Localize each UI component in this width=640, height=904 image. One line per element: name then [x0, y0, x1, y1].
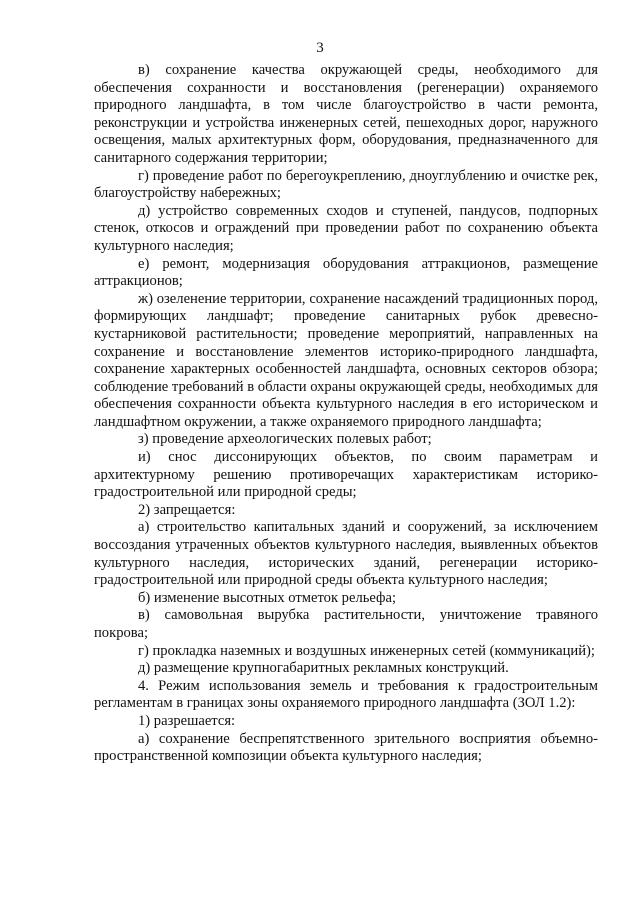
- paragraph-e-attractions: е) ремонт, модернизация оборудования аттракционов, размещение аттракционов;: [94, 255, 598, 290]
- paragraph-d-billboards: д) размещение крупногабаритных рекламных конструкций.: [138, 660, 509, 677]
- paragraph-zh-landscaping: ж) озеленение территории, сохранение насаждений традиционных пород, формирующих ландшафт; проведение санитарных рубок древесно-кустарниковой растительности; проведение мероприятий, направленных на сохранение и восстановление элементов историко-природного ландшафта, сохранение характерных особенностей ландшафта, основных секторов обзора; соблюдение требований в области охраны окружающей среды, необходимых для обеспечения сохранности объекта культурного наследия в его историческом и ландшафтном окружении, а также охраняемого природного ландшафта;: [94, 290, 599, 430]
- paragraph-v-felling: в) самовольная вырубка растительности, уничтожение травяного покрова;: [94, 607, 598, 641]
- paragraph-d-stairs-ramps: д) устройство современных сходов и ступеней, пандусов, подпорных стенок, откосов и ограждений при проведении работ по сохранению объекта культурного наследия;: [94, 202, 598, 254]
- paragraph-v-environment: в) сохранение качества окружающей среды, необходимого для обеспечения сохранности и восстановления (регенерации) охраняемого природного ландшафта, в том числе благоустройство в части ремонта, реконструкции и устройства инженерных сетей, пешеходных дорог, наружного освещения, малых архитектурных форм, оборудования, предназначенного для санитарного содержания территории;: [94, 62, 598, 166]
- page-number: 3: [316, 40, 324, 56]
- paragraph-prohibited-heading: 2) запрещается:: [138, 501, 236, 518]
- paragraph-a-visual-perception: а) сохранение беспрепятственного зрительного восприятия объемно-пространственной композиции объекта культурного наследия;: [94, 730, 598, 765]
- paragraph-b-relief: б) изменение высотных отметок рельефа;: [138, 589, 397, 606]
- paragraph-section-4: 4. Режим использования земель и требования к градостроительным регламентам в границах зоны охраняемого природного ландшафта (ЗОЛ 1.2):: [94, 677, 598, 712]
- paragraph-i-demolition: и) снос диссонирующих объектов, по своим параметрам и архитектурному решению противоречащих характеристикам историко-градостроительной или природной среды;: [94, 449, 598, 501]
- paragraph-g-utilities: г) прокладка наземных и воздушных инженерных сетей (коммуникаций);: [138, 642, 595, 659]
- paragraph-a-construction: а) строительство капитальных зданий и сооружений, за исключением воссоздания утраченных объектов культурного наследия, выявленных объектов культурного наследия, исторических зданий, регенерации историко-градостроительной или природной среды объекта культурного наследия;: [94, 519, 598, 589]
- document-body: [94, 62, 598, 766]
- paragraph-g-bank-works: г) проведение работ по берегоукреплению, дноуглублению и очистке рек, благоустройству набережных;: [94, 167, 598, 202]
- paragraph-z-archaeology: з) проведение археологических полевых работ;: [138, 431, 432, 448]
- paragraph-permitted-heading: 1) разрешается:: [138, 712, 236, 729]
